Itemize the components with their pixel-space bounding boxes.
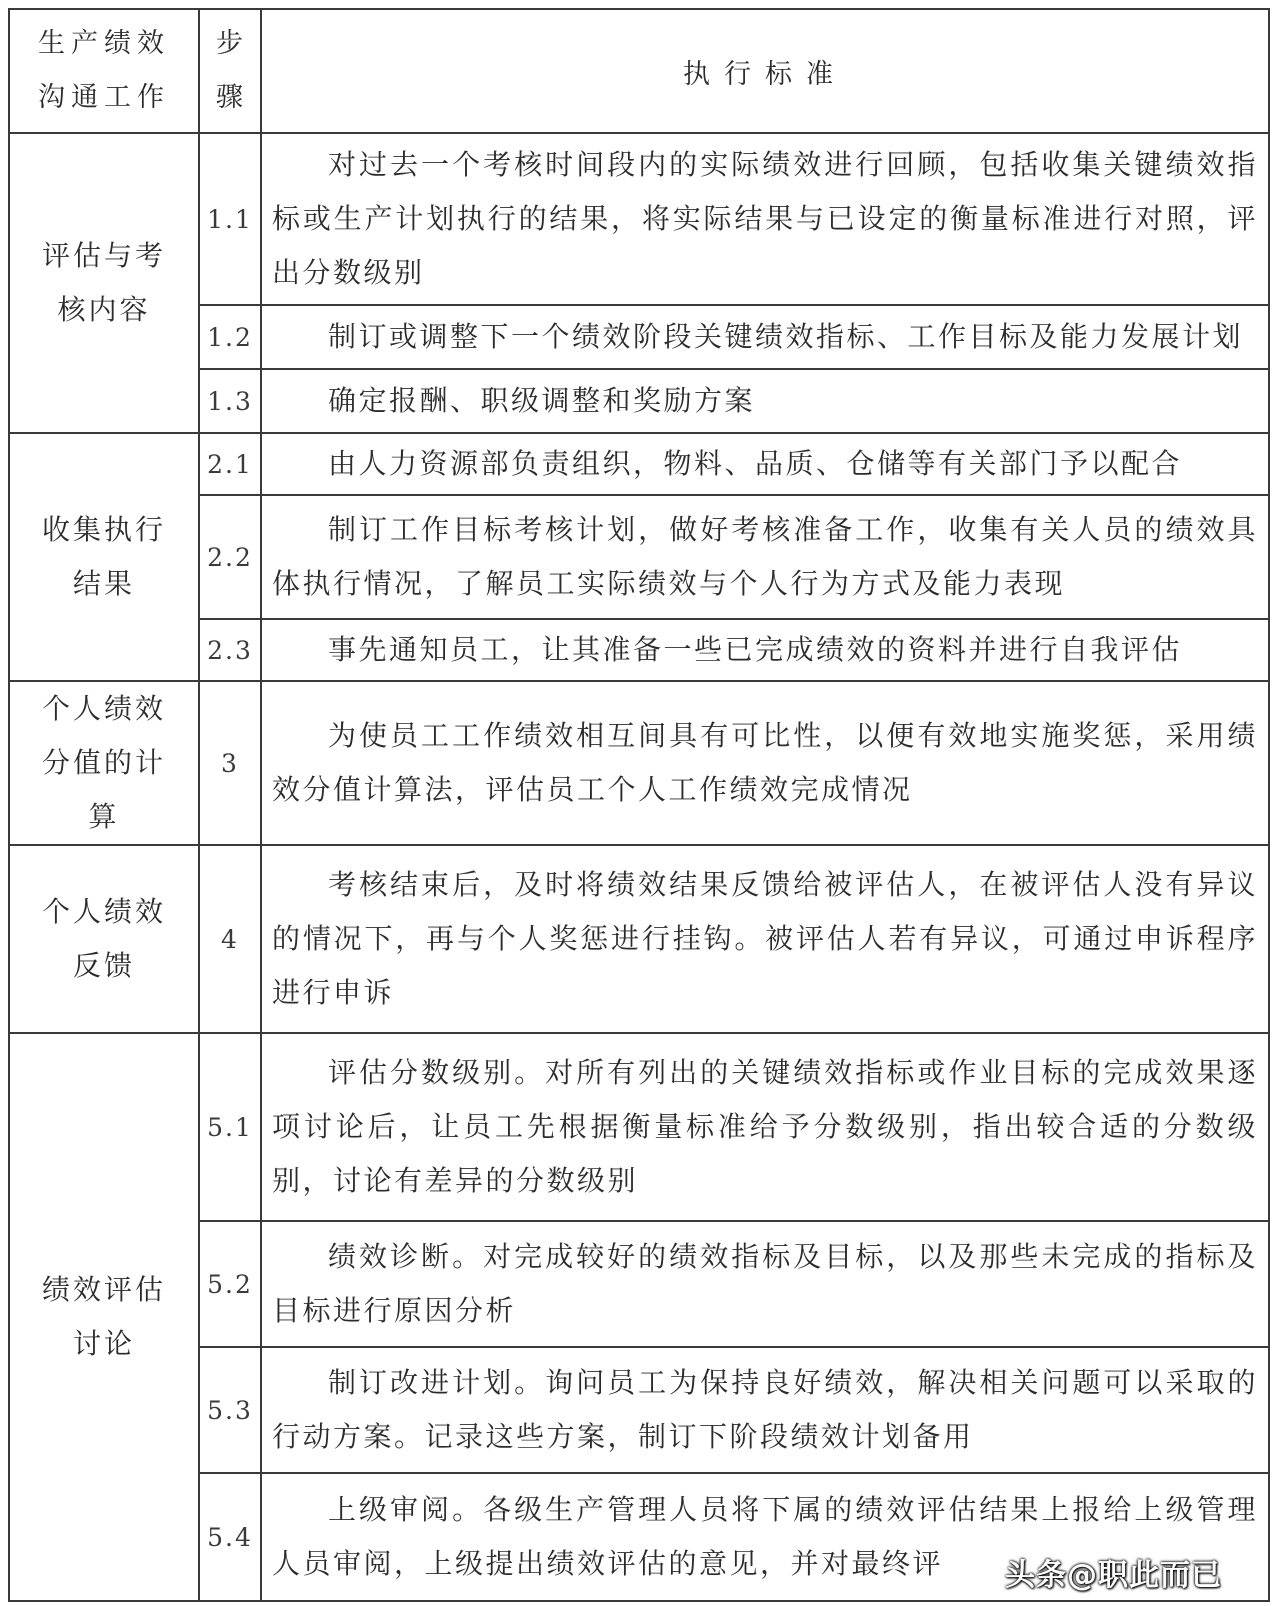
work-cell-4: 个人绩效反馈 [9, 845, 199, 1033]
step-cell: 5.2 [199, 1221, 261, 1347]
standard-cell: 为使员工工作绩效相互间具有可比性，以便有效地实施奖惩，采用绩效分值计算法，评估员工个人工作绩效完成情况 [261, 681, 1269, 845]
performance-communication-table [8, 8, 1270, 1602]
standard-cell: 由人力资源部负责组织，物料、品质、仓储等有关部门予以配合 [261, 433, 1269, 495]
standard-cell: 评估分数级别。对所有列出的关键绩效指标或作业目标的完成效果逐项讨论后，让员工先根据衡量标准给予分数级别，指出较合适的分数级别，讨论有差异的分数级别 [261, 1033, 1269, 1221]
standard-cell: 上级审阅。各级生产管理人员将下属的绩效评估结果上报给上级管理人员审阅，上级提出绩效评估的意见，并对最终评 [261, 1473, 1269, 1601]
watermark-text: 头条@职此而已 [1005, 1558, 1222, 1593]
document-page [8, 8, 1270, 1600]
standard-cell: 绩效诊断。对完成较好的绩效指标及目标，以及那些未完成的指标及目标进行原因分析 [261, 1221, 1269, 1347]
table-row [9, 433, 1269, 495]
standard-cell: 制订改进计划。询问员工为保持良好绩效，解决相关问题可以采取的行动方案。记录这些方案，制订下阶段绩效计划备用 [261, 1347, 1269, 1473]
header-work: 生产绩效沟通工作 [9, 9, 199, 133]
work-cell-2: 收集执行结果 [9, 433, 199, 681]
table-row [9, 133, 1269, 305]
standard-cell: 制订或调整下一个绩效阶段关键绩效指标、工作目标及能力发展计划 [261, 305, 1269, 369]
table-header-row [9, 9, 1269, 133]
standard-cell: 对过去一个考核时间段内的实际绩效进行回顾，包括收集关键绩效指标或生产计划执行的结果，将实际结果与已设定的衡量标准进行对照，评出分数级别 [261, 133, 1269, 305]
step-cell: 4 [199, 845, 261, 1033]
standard-cell: 制订工作目标考核计划，做好考核准备工作，收集有关人员的绩效具体执行情况，了解员工实际绩效与个人行为方式及能力表现 [261, 495, 1269, 619]
standard-cell: 考核结束后，及时将绩效结果反馈给被评估人，在被评估人没有异议的情况下，再与个人奖惩进行挂钩。被评估人若有异议，可通过申诉程序进行申诉 [261, 845, 1269, 1033]
work-cell-1: 评估与考核内容 [9, 133, 199, 433]
work-cell-3: 个人绩效分值的计算 [9, 681, 199, 845]
step-cell: 3 [199, 681, 261, 845]
standard-cell: 事先通知员工，让其准备一些已完成绩效的资料并进行自我评估 [261, 619, 1269, 681]
step-cell: 2.3 [199, 619, 261, 681]
work-cell-5: 绩效评估讨论 [9, 1033, 199, 1601]
step-cell: 1.1 [199, 133, 261, 305]
step-cell: 5.1 [199, 1033, 261, 1221]
header-step: 步骤 [199, 9, 261, 133]
step-cell: 1.3 [199, 369, 261, 433]
step-cell: 1.2 [199, 305, 261, 369]
step-cell: 2.2 [199, 495, 261, 619]
table-row [9, 845, 1269, 1033]
table-row [9, 1033, 1269, 1221]
header-standard: 执行标准 [261, 9, 1269, 133]
step-cell: 2.1 [199, 433, 261, 495]
step-cell: 5.4 [199, 1473, 261, 1601]
standard-cell: 确定报酬、职级调整和奖励方案 [261, 369, 1269, 433]
step-cell: 5.3 [199, 1347, 261, 1473]
table-row [9, 681, 1269, 845]
